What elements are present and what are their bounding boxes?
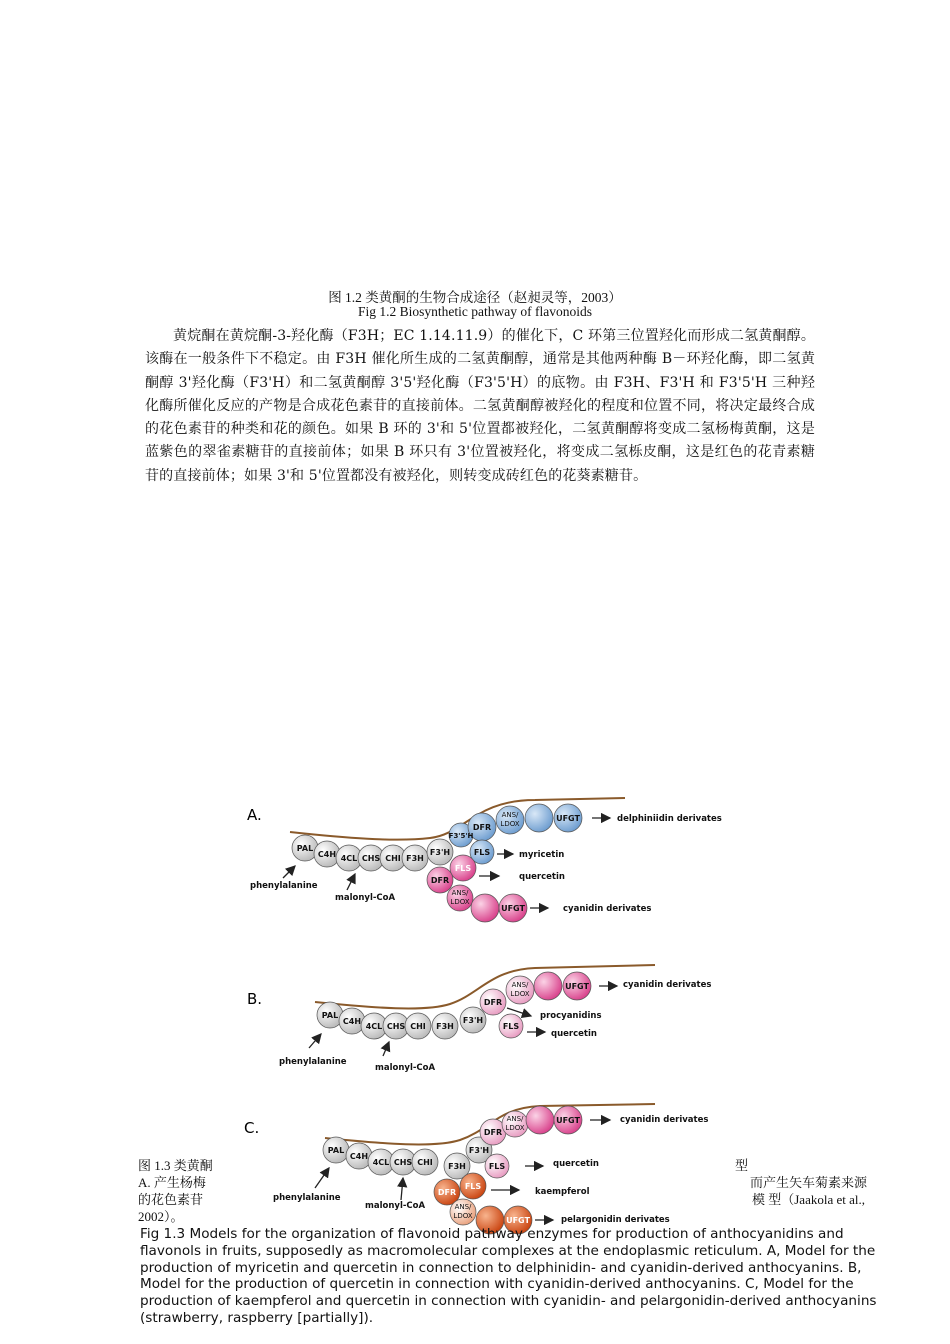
- label-ldox-c: LDOX: [505, 1124, 525, 1132]
- enzyme-pink-4: [471, 894, 499, 922]
- label-c4h-c: C4H: [349, 1152, 369, 1161]
- panel-b-label: B.: [247, 990, 263, 1008]
- label-ans-orange: ANS/: [454, 1203, 472, 1211]
- label-fls-orange: FLS: [464, 1182, 482, 1191]
- product-pelargonidin: pelargonidin derivates: [561, 1215, 670, 1225]
- label-ans-b: ANS/: [511, 981, 529, 989]
- label-ldox-orange: LDOX: [453, 1212, 473, 1220]
- panel-a: [247, 798, 722, 922]
- label-4cl-b: 4CL: [365, 1022, 383, 1031]
- label-ans-a: ANS/: [501, 811, 519, 819]
- product-kaempferol: kaempferol: [535, 1187, 590, 1197]
- body-paragraph: [145, 325, 815, 488]
- panel-b: [247, 965, 711, 1073]
- label-f3h-b: F3H: [436, 1022, 454, 1031]
- fig13-line3-right: 模 型（Jaakola et al.,: [752, 1192, 865, 1207]
- label-fls-a: FLS: [454, 864, 472, 873]
- label-chi-b: CHI: [410, 1022, 426, 1031]
- substrate-phenylalanine-c: phenylalanine: [273, 1193, 341, 1203]
- product-quercetin-a: quercetin: [519, 872, 565, 882]
- label-ldox-a: LDOX: [500, 820, 520, 828]
- product-procyanidins: procyanidins: [540, 1011, 602, 1021]
- label-ufgt-orange: UFGT: [506, 1216, 530, 1225]
- substrate-malonyl-a: malonyl-CoA: [335, 893, 396, 903]
- label-f3ph-a: F3'H: [429, 848, 451, 857]
- label-ufgt-c: UFGT: [556, 1116, 580, 1125]
- fig13-caption-line3: [138, 1192, 883, 1209]
- label-4cl-a: 4CL: [340, 854, 358, 863]
- label-c4h-b: C4H: [342, 1017, 362, 1026]
- substrate-malonyl-b: malonyl-CoA: [375, 1063, 436, 1073]
- label-dfr-pink-a: DFR: [430, 876, 450, 885]
- label-f35h-a: F3'5'H: [448, 832, 474, 840]
- label-ans-c: ANS/: [506, 1115, 524, 1123]
- label-pal-b: PAL: [321, 1011, 339, 1020]
- product-cyanidin-a: cyanidin derivates: [563, 904, 652, 914]
- fig13-line1-right: 型: [735, 1158, 749, 1173]
- fig13-line3-left: 的花色素苷: [138, 1192, 204, 1207]
- label-f3h-c: F3H: [448, 1162, 466, 1171]
- product-cyanidin-b: cyanidin derivates: [623, 980, 712, 990]
- label-f3h-a: F3H: [406, 854, 424, 863]
- substrate-phenylalanine-a: phenylalanine: [250, 881, 318, 891]
- fig13-line2-right: 而产生矢车菊素来源: [750, 1175, 868, 1190]
- label-ufgt-a: UFGT: [556, 814, 580, 823]
- product-quercetin-b: quercetin: [551, 1029, 597, 1039]
- label-chi-c: CHI: [417, 1158, 433, 1167]
- fig13-caption-line2: [138, 1175, 883, 1192]
- label-4cl-c: 4CL: [372, 1158, 390, 1167]
- product-cyanidin-c: cyanidin derivates: [620, 1115, 709, 1125]
- label-chs-b: CHS: [386, 1022, 406, 1031]
- label-fls-blue-a: FLS: [473, 848, 491, 857]
- label-dfr-c: DFR: [483, 1128, 503, 1137]
- label-ldox-pink-a: LDOX: [450, 898, 470, 906]
- enzyme-blue-4: [525, 804, 553, 832]
- fig13-caption-line1: [138, 1158, 883, 1175]
- paragraph-text: 黄烷酮在黄烷酮-3-羟化酶（F3H；EC 1.14.11.9）的催化下，C 环第三位置羟化而形成二氢黄酮醇。该酶在一般条件下不稳定。由 F3H 催化所生成的二氢黄酮醇，通常是其他两种酶 B－环羟化酶，即二氢黄酮醇 3'羟化酶（F3'H）和二氢黄酮醇 3'5'羟化酶（F3'5'H）的底物。由 F3H、F3'H 和 F3'5'H 三种羟化酶所催化反应的产物是合成花色素苷的直接前体。二氢黄酮醇被羟化的程度和位置不同，将决定最终合成的花色素苷的种类和花的颜色。如果 B 环的 3'和 5'位置都被羟化，二氢黄酮醇将变成二氢杨梅黄酮，这是蓝紫色的翠雀素糖苷的直接前体；如果 B 环只有 3'位置被羟化，将变成二氢栎皮酮，这是红色的花青素糖苷的直接前体；如果 3'和 5'位置都没有被羟化，则转变成砖红色的花葵素糖苷。: [145, 328, 815, 484]
- label-chs-a: CHS: [361, 854, 381, 863]
- label-ans-pink-a: ANS/: [451, 889, 469, 897]
- label-fls-c: FLS: [488, 1162, 506, 1171]
- panel-c-label: C.: [244, 1119, 260, 1137]
- label-chs-c: CHS: [393, 1158, 413, 1167]
- label-f3ph-b: F3'H: [462, 1016, 484, 1025]
- fig13-line2-left: A. 产生杨梅: [138, 1175, 206, 1190]
- product-quercetin-c: quercetin: [553, 1159, 599, 1169]
- label-pal-a: PAL: [296, 844, 314, 853]
- label-chi-a: CHI: [385, 854, 401, 863]
- label-dfr-a: DFR: [472, 823, 492, 832]
- label-fls-b: FLS: [502, 1022, 520, 1031]
- label-pal-c: PAL: [327, 1146, 345, 1155]
- label-dfr-b: DFR: [483, 998, 503, 1007]
- label-ufgt-pink-a: UFGT: [501, 904, 525, 913]
- substrate-malonyl-c: malonyl-CoA: [365, 1201, 426, 1211]
- panel-a-label: A.: [247, 806, 262, 824]
- fig12-caption-en: Fig 1.2 Biosynthetic pathway of flavonoids: [358, 304, 592, 319]
- label-f3ph-c: F3'H: [468, 1146, 490, 1155]
- fig13-caption-line4: 2002）。: [138, 1209, 184, 1224]
- label-dfr-orange: DFR: [437, 1188, 457, 1197]
- product-delphinidin: delphiniidin derivates: [617, 814, 722, 824]
- fig13-caption-english: Fig 1.3 Models for the organization of flavonoid pathway enzymes for production of anthocyanidins and flavonols in fruits, supposedly as macromolecular complexes at the endoplasmic reticulum. A, Model for the production of myricetin and quercetin in connection to delphinidin- and cyanidin-derived anthocyanins. B, Model for the production of quercetin in connection with cyanidin-derived anthocyanins. C, Model for the production of kaempferol and quercetin in connection with cyanidin- and pelargonidin-derived anthocyanins (strawberry, raspberry [partially]).: [140, 1226, 877, 1326]
- product-myricetin: myricetin: [519, 850, 565, 860]
- fig12-caption-cn: 图 1.2 类黄酮的生物合成途径（赵昶灵等，2003）: [328, 290, 622, 305]
- label-ufgt-b: UFGT: [565, 982, 589, 991]
- substrate-phenylalanine-b: phenylalanine: [279, 1057, 347, 1067]
- label-c4h-a: C4H: [317, 850, 337, 859]
- label-ldox-b: LDOX: [510, 990, 530, 998]
- fig13-line1-left: 图 1.3 类黄酮: [138, 1158, 213, 1173]
